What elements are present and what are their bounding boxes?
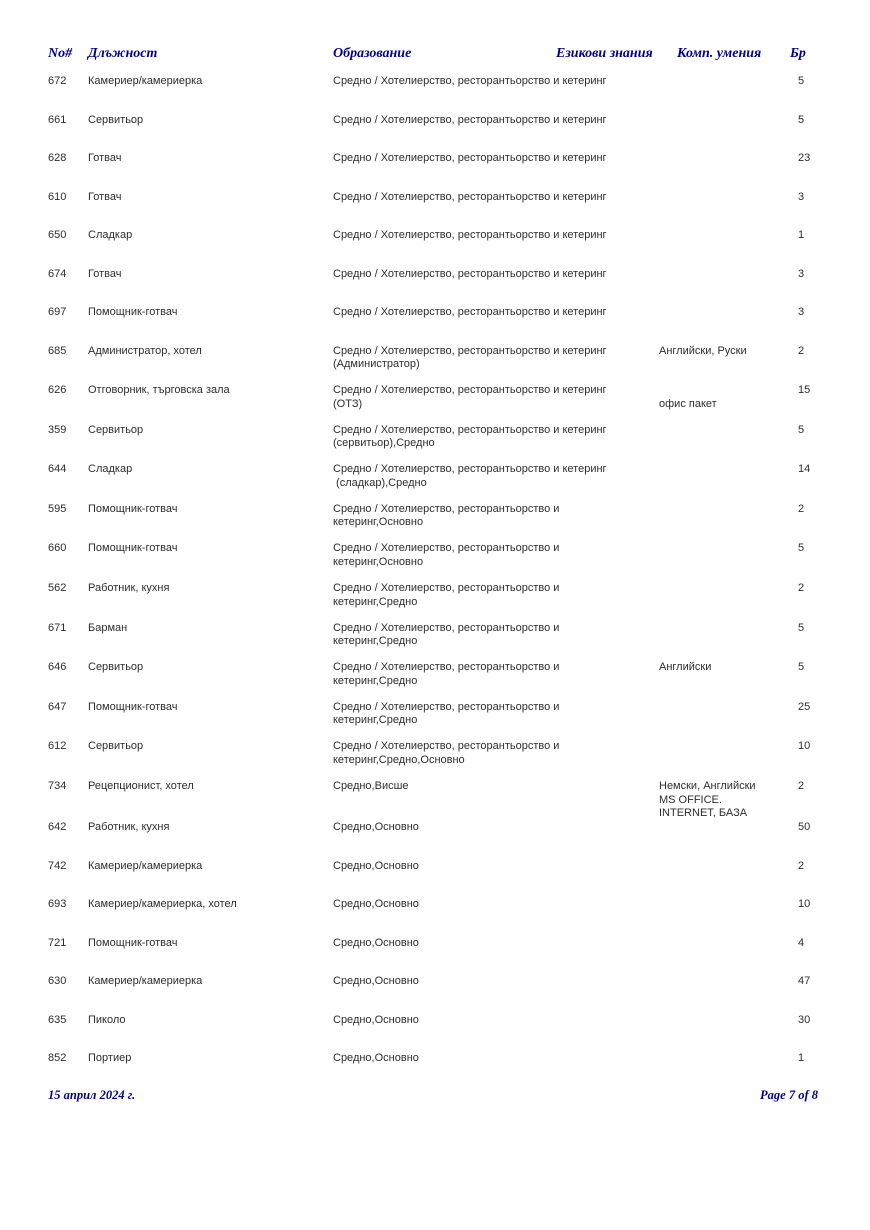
- computer-skills-line: INTERNET, БАЗА: [659, 807, 748, 820]
- position-cell: Готвач: [88, 267, 122, 280]
- education-cell: [333, 463, 607, 490]
- count-cell: 5: [798, 113, 805, 126]
- position-cell: Камериер/камериерка, хотел: [88, 898, 237, 911]
- table-row: [48, 975, 818, 1014]
- row-number-cell: 610: [48, 190, 67, 203]
- languages-computer-cell: [659, 661, 711, 675]
- count-cell: 2: [798, 859, 805, 872]
- col-header-education: Образование: [333, 46, 412, 61]
- count-cell: 5: [798, 542, 805, 555]
- position-cell: Сладкар: [88, 229, 133, 241]
- row-number-cell: 660: [48, 542, 67, 555]
- position-cell: Работник, кухня: [88, 821, 170, 834]
- table-row: [48, 191, 818, 230]
- education-line: Средно / Хотелиерство, ресторантьорство и кетеринг: [333, 229, 607, 241]
- languages-line: [659, 384, 717, 398]
- row-number-cell: 693: [48, 898, 67, 911]
- education-cell: [333, 937, 419, 951]
- education-cell: [333, 114, 607, 128]
- education-line: кетеринг,Средно: [333, 595, 418, 608]
- education-line: Средно / Хотелиерство, ресторантьорство и: [333, 582, 560, 595]
- education-line: кетеринг,Средно: [333, 635, 418, 648]
- col-header-languages: Езикови знания: [556, 46, 653, 61]
- count-cell: 2: [798, 582, 805, 595]
- education-cell: [333, 152, 607, 166]
- position-cell: Барман: [88, 621, 128, 634]
- row-number-cell: 644: [48, 463, 67, 476]
- education-line: (сервитьор),Средно: [333, 437, 435, 450]
- report-date: 15 април 2024 г.: [48, 1088, 136, 1102]
- count-cell: 4: [798, 936, 805, 949]
- table-row: [48, 152, 818, 191]
- table-row: [48, 424, 818, 464]
- table-row: [48, 821, 818, 860]
- count-cell: 15: [798, 384, 811, 397]
- position-cell: Рецепционист, хотел: [88, 780, 194, 793]
- education-line: Средно / Хотелиерство, ресторантьорство и кетеринг: [333, 306, 607, 318]
- table-row: [48, 384, 818, 424]
- count-cell: 3: [798, 267, 805, 280]
- education-line: кетеринг,Средно: [333, 674, 418, 687]
- table-row: [48, 780, 818, 821]
- position-cell: Камериер/камериерка: [88, 975, 203, 988]
- table-row: [48, 114, 818, 153]
- count-cell: 47: [798, 975, 811, 988]
- col-header-computer: Комп. умения: [677, 46, 762, 61]
- education-line: кетеринг,Средно,Основно: [333, 753, 465, 766]
- row-number-cell: 562: [48, 582, 67, 595]
- education-line: Средно / Хотелиерство, ресторантьорство и кетеринг: [333, 75, 607, 87]
- row-number-cell: 626: [48, 384, 67, 397]
- education-cell: [333, 898, 419, 912]
- education-line: (сладкар),Средно: [333, 476, 427, 489]
- education-cell: [333, 821, 419, 835]
- education-line: Средно / Хотелиерство, ресторантьорство и: [333, 661, 560, 674]
- table-row: [48, 582, 818, 622]
- position-cell: Сервитьор: [88, 740, 144, 753]
- education-line: Средно / Хотелиерство, ресторантьорство и кетеринг: [333, 190, 607, 203]
- count-cell: 10: [798, 898, 811, 911]
- education-line: кетеринг,Основно: [333, 555, 424, 568]
- languages-computer-cell: [659, 780, 756, 821]
- count-cell: 2: [798, 344, 805, 357]
- count-cell: 2: [798, 780, 805, 793]
- count-cell: 30: [798, 1013, 811, 1026]
- count-cell: 10: [798, 740, 811, 753]
- position-cell: Готвач: [88, 190, 122, 203]
- table-row: [48, 937, 818, 976]
- table-row: [48, 75, 818, 114]
- education-line: Средно / Хотелиерство, ресторантьорство и: [333, 700, 560, 713]
- table-row: [48, 306, 818, 345]
- table-row: [48, 1014, 818, 1053]
- education-line: Средно,Основно: [333, 859, 419, 872]
- education-line: Средно,Висше: [333, 780, 409, 793]
- count-cell: 5: [798, 621, 805, 634]
- count-cell: 14: [798, 463, 811, 476]
- education-cell: [333, 780, 409, 794]
- row-number-cell: 612: [48, 740, 67, 753]
- education-line: Средно / Хотелиерство, ресторантьорство и: [333, 502, 560, 515]
- education-cell: [333, 191, 607, 205]
- position-cell: Пиколо: [88, 1013, 126, 1026]
- col-header-count: Бр: [790, 46, 806, 61]
- count-cell: 2: [798, 502, 805, 515]
- education-cell: [333, 503, 559, 530]
- table-row: [48, 622, 818, 662]
- education-line: Средно / Хотелиерство, ресторантьорство и кетеринг: [333, 113, 607, 126]
- row-number-cell: 672: [48, 75, 67, 87]
- table-row: [48, 860, 818, 899]
- page-number: Page 7 of 8: [760, 1088, 818, 1102]
- computer-skills-line: MS OFFICE.: [659, 793, 722, 806]
- education-cell: [333, 542, 559, 569]
- count-cell: 5: [798, 661, 805, 674]
- count-cell: 50: [798, 821, 811, 834]
- position-cell: Отговорник, търговска зала: [88, 384, 230, 397]
- education-cell: [333, 75, 607, 89]
- education-line: Средно / Хотелиерство, ресторантьорство и кетеринг: [333, 384, 607, 397]
- row-number-cell: 642: [48, 821, 67, 834]
- row-number-cell: 685: [48, 344, 67, 357]
- education-line: Средно,Основно: [333, 821, 419, 834]
- count-cell: 5: [798, 423, 805, 436]
- count-cell: 1: [798, 229, 805, 241]
- position-cell: Сервитьор: [88, 113, 144, 126]
- education-line: Средно,Основно: [333, 1013, 419, 1026]
- row-number-cell: 721: [48, 936, 67, 949]
- education-line: Средно / Хотелиерство, ресторантьорство и: [333, 740, 560, 753]
- table-row: [48, 503, 818, 543]
- education-line: кетеринг,Основно: [333, 516, 424, 529]
- row-number-cell: 742: [48, 859, 67, 872]
- col-header-position: Длъжност: [88, 46, 158, 61]
- education-cell: [333, 384, 607, 411]
- position-cell: Помощник-готвач: [88, 542, 178, 555]
- education-line: Средно,Основно: [333, 1052, 419, 1065]
- education-cell: [333, 1052, 419, 1066]
- row-number-cell: 628: [48, 152, 67, 164]
- row-number-cell: 674: [48, 267, 67, 280]
- table-header: [48, 46, 818, 66]
- position-cell: Сладкар: [88, 463, 133, 476]
- table-row: [48, 345, 818, 385]
- education-line: Средно / Хотелиерство, ресторантьорство и: [333, 621, 560, 634]
- education-cell: [333, 740, 559, 767]
- position-cell: Помощник-готвач: [88, 700, 178, 713]
- table-row: [48, 1052, 818, 1091]
- education-cell: [333, 268, 607, 282]
- languages-computer-cell: [659, 384, 717, 411]
- row-number-cell: 671: [48, 621, 67, 634]
- education-cell: [333, 701, 559, 728]
- count-cell: 23: [798, 152, 811, 164]
- table-row: [48, 740, 818, 780]
- table-row: [48, 542, 818, 582]
- page-footer: [48, 1088, 818, 1104]
- table-row: [48, 229, 818, 268]
- row-number-cell: 646: [48, 661, 67, 674]
- count-cell: 3: [798, 190, 805, 203]
- education-line: Средно / Хотелиерство, ресторантьорство и кетеринг: [333, 344, 607, 357]
- row-number-cell: 852: [48, 1052, 67, 1065]
- row-number-cell: 734: [48, 780, 67, 793]
- count-cell: 3: [798, 306, 805, 318]
- row-number-cell: 630: [48, 975, 67, 988]
- languages-line: Английски, Руски: [659, 344, 747, 357]
- position-cell: Работник, кухня: [88, 582, 170, 595]
- education-line: (Администратор): [333, 358, 420, 370]
- education-line: Средно,Основно: [333, 975, 419, 988]
- position-cell: Помощник-готвач: [88, 936, 178, 949]
- position-cell: Сервитьор: [88, 423, 144, 436]
- education-cell: [333, 975, 419, 989]
- education-line: Средно / Хотелиерство, ресторантьорство и: [333, 542, 560, 555]
- position-cell: Сервитьор: [88, 661, 144, 674]
- languages-line: Немски, Английски: [659, 780, 756, 793]
- count-cell: 1: [798, 1052, 805, 1065]
- computer-skills-line: офис пакет: [659, 397, 717, 410]
- position-cell: Помощник-готвач: [88, 306, 178, 318]
- position-cell: Камериер/камериерка: [88, 859, 203, 872]
- col-header-no: No#: [48, 46, 73, 61]
- education-cell: [333, 622, 559, 649]
- count-cell: 25: [798, 700, 811, 713]
- education-cell: [333, 582, 559, 609]
- table-row: [48, 268, 818, 307]
- education-cell: [333, 306, 607, 320]
- education-line: Средно / Хотелиерство, ресторантьорство и кетеринг: [333, 152, 607, 164]
- row-number-cell: 661: [48, 113, 67, 126]
- education-line: Средно / Хотелиерство, ресторантьорство и кетеринг: [333, 423, 607, 436]
- row-number-cell: 359: [48, 423, 67, 436]
- education-line: Средно,Основно: [333, 898, 419, 911]
- row-number-cell: 595: [48, 502, 67, 515]
- count-cell: 5: [798, 75, 805, 87]
- position-cell: Помощник-готвач: [88, 502, 178, 515]
- education-cell: [333, 860, 419, 874]
- table-row: [48, 701, 818, 741]
- education-cell: [333, 229, 607, 243]
- education-cell: [333, 661, 559, 688]
- education-cell: [333, 1014, 419, 1028]
- table-row: [48, 661, 818, 701]
- position-cell: Портиер: [88, 1052, 132, 1065]
- table-row: [48, 898, 818, 937]
- row-number-cell: 650: [48, 229, 67, 241]
- education-line: Средно,Основно: [333, 936, 419, 949]
- education-line: Средно / Хотелиерство, ресторантьорство и кетеринг: [333, 463, 607, 476]
- education-line: кетеринг,Средно: [333, 714, 418, 727]
- position-cell: Готвач: [88, 152, 122, 164]
- education-line: (ОТЗ): [333, 397, 363, 410]
- position-cell: Администратор, хотел: [88, 344, 202, 357]
- row-number-cell: 647: [48, 700, 67, 713]
- languages-line: Английски: [659, 661, 712, 674]
- table-body: [48, 75, 818, 1091]
- education-cell: [333, 424, 607, 451]
- table-row: [48, 463, 818, 503]
- row-number-cell: 697: [48, 306, 67, 318]
- position-cell: Камериер/камериерка: [88, 75, 203, 87]
- education-line: Средно / Хотелиерство, ресторантьорство и кетеринг: [333, 267, 607, 280]
- row-number-cell: 635: [48, 1013, 67, 1026]
- languages-computer-cell: [659, 345, 747, 359]
- education-cell: [333, 345, 607, 372]
